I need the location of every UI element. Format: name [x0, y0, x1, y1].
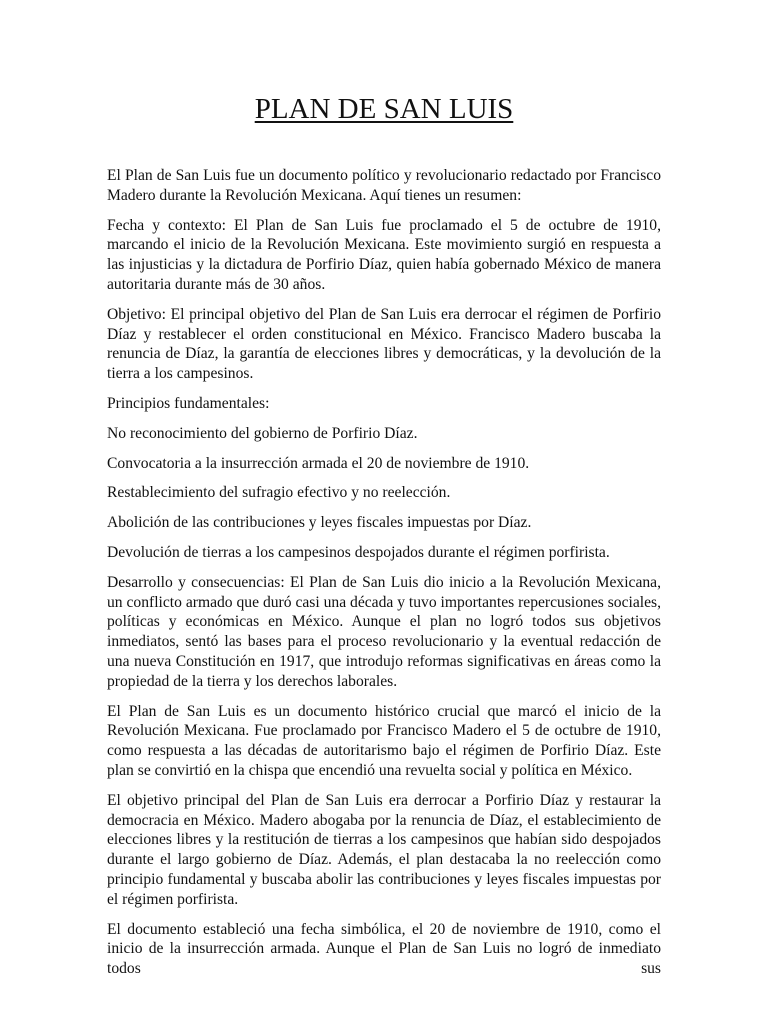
- paragraph-documento-historico: El Plan de San Luis es un documento histórico crucial que marcó el inicio de la Revolución Mexicana. Fue proclamado por Francisco Madero el 5 de octubre de 1910, como respuesta a las décadas de autoritarismo bajo el régimen de Porfirio Díaz. Este plan se convirtió en la chispa que encendió una revuelta social y política en México.: [107, 702, 661, 779]
- paragraph-objetivo: Objetivo: El principal objetivo del Plan de San Luis era derrocar el régimen de Porfirio Díaz y restablecer el orden constitucional en México. Francisco Madero buscaba la renuncia de Díaz, la garantía de elecciones libres y democráticas, y la devolución de la tierra a los campesinos.: [107, 305, 661, 383]
- paragraph-fecha-contexto: Fecha y contexto: El Plan de San Luis fue proclamado el 5 de octubre de 1910, marcando el inicio de la Revolución Mexicana. Este movimiento surgió en respuesta a las injusticias y la dictadura de Porfirio Díaz, quien había gobernado México de manera autoritaria durante más de 30 años.: [107, 216, 661, 293]
- paragraph-intro: El Plan de San Luis fue un documento político y revolucionario redactado por Francisco Madero durante la Revolución Mexicana. Aquí tienes un resumen:: [107, 167, 661, 204]
- document-body: [107, 166, 661, 989]
- paragraph-principios-heading: Principios fundamentales:: [107, 394, 270, 412]
- paragraph-principio-3: Restablecimiento del sufragio efectivo y no reelección.: [107, 484, 451, 502]
- paragraph-fecha-simbolica: El documento estableció una fecha simbólica, el 20 de noviembre de 1910, como el inicio de la insurrección armada. Aunque el Plan de San Luis no logró de inmediato todos sus: [107, 920, 661, 978]
- paragraph-principio-4: Abolición de las contribuciones y leyes fiscales impuestas por Díaz.: [107, 514, 532, 532]
- paragraph-desarrollo: Desarrollo y consecuencias: El Plan de San Luis dio inicio a la Revolución Mexicana, un conflicto armado que duró casi una década y tuvo importantes repercusiones sociales, políticas y económicas en México. Aunque el plan no logró todos sus objetivos inmediatos, sentó las bases para el proceso revolucionario y la eventual redacción de una nueva Constitución en 1917, que introdujo reformas significativas en áreas como la propiedad de la tierra y los derechos laborales.: [107, 573, 661, 690]
- paragraph-principio-5: Devolución de tierras a los campesinos despojados durante el régimen porfirista.: [107, 543, 610, 561]
- paragraph-principio-1: No reconocimiento del gobierno de Porfirio Díaz.: [107, 424, 418, 442]
- page-title-text: PLAN DE SAN LUIS: [254, 93, 514, 125]
- paragraph-objetivo-principal: El objetivo principal del Plan de San Luis era derrocar a Porfirio Díaz y restaurar la democracia en México. Madero abogaba por la renuncia de Díaz, el establecimiento de elecciones libres y la restitución de tierras a los campesinos que habían sido despojados durante el largo gobierno de Díaz. Además, el plan destacaba la no reelección como principio fundamental y buscaba abolir las contribuciones y leyes fiscales impuestas por el régimen porfirista.: [107, 791, 661, 908]
- paragraph-principio-2: Convocatoria a la insurrección armada el 20 de noviembre de 1910.: [107, 454, 530, 472]
- page-title: [0, 90, 768, 128]
